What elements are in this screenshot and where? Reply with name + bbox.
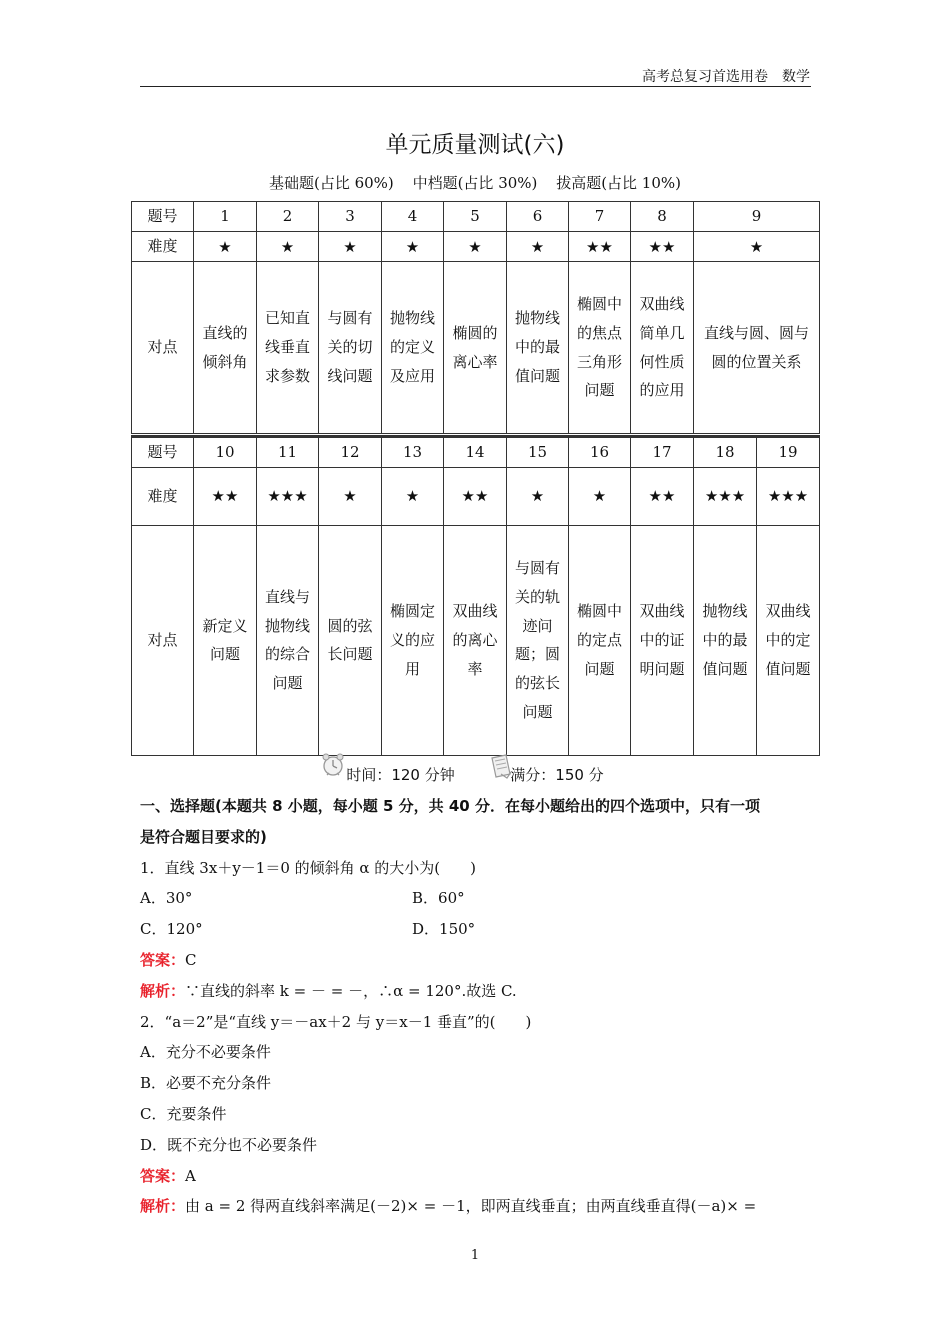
question-number: 4: [382, 202, 444, 232]
table-row: [132, 202, 820, 232]
question-1-options-row1: [140, 883, 812, 914]
difficulty-stars: ★: [257, 232, 319, 262]
topic-cell: 与圆有关的切线问题: [319, 262, 382, 434]
question-number: 7: [569, 202, 631, 232]
difficulty-stars: ★: [319, 232, 382, 262]
topic-cell: 直线的倾斜角: [194, 262, 257, 434]
question-number: 19: [757, 437, 820, 468]
header-text: 高考总复习首选用卷 数学: [642, 69, 810, 85]
subtitle-basic: 基础题(占比 60%): [268, 174, 394, 192]
table-row: [132, 467, 820, 525]
option: B．60°: [412, 889, 465, 908]
difficulty-stars: ★★★: [757, 467, 820, 525]
question-number: 12: [319, 437, 382, 468]
topic-cell: 椭圆中的焦点三角形问题: [569, 262, 631, 434]
question-number: 11: [257, 437, 319, 468]
answer-label: 答案：: [140, 950, 186, 969]
difficulty-stars: ★★★: [694, 467, 757, 525]
table-row: [132, 437, 820, 468]
difficulty-stars: ★: [444, 232, 507, 262]
answer-label: 答案：: [140, 1166, 186, 1185]
topic-cell: 双曲线简单几何性质的应用: [631, 262, 694, 434]
page-title: 单元质量测试(六): [385, 132, 565, 158]
difficulty-stars: ★★: [569, 232, 631, 262]
difficulty-stars: ★: [569, 467, 631, 525]
topic-cell: 与圆有关的轨迹问题；圆的弦长问题: [507, 525, 569, 755]
question-number: 1: [194, 202, 257, 232]
option: C．120°: [140, 920, 203, 939]
option: A．30°: [140, 889, 193, 908]
exam-info: [0, 764, 950, 785]
topic-cell: 圆的弦长问题: [319, 525, 382, 755]
topic-cell: 椭圆的离心率: [444, 262, 507, 434]
row-label-number: 题号: [132, 202, 194, 232]
subtitle: [0, 172, 950, 193]
question-2-stem: 2．“a＝2”是“直线 y＝－ax＋2 与 y＝x－1 垂直”的( ): [140, 1012, 532, 1031]
question-number: 17: [631, 437, 694, 468]
exam-score: 满分：150 分: [510, 766, 604, 784]
row-label-topic: 对点: [132, 525, 194, 755]
difficulty-stars: ★: [694, 232, 820, 262]
difficulty-stars: ★: [194, 232, 257, 262]
section-heading: 一、选择题(本题共 8 小题，每小题 5 分，共 40 分．在每小题给出的四个选项中，只有一项: [140, 797, 760, 815]
question-number: 3: [319, 202, 382, 232]
question-number: 6: [507, 202, 569, 232]
difficulty-stars: ★★: [631, 232, 694, 262]
option: A．充分不必要条件: [140, 1043, 271, 1062]
topic-cell: 已知直线垂直求参数: [257, 262, 319, 434]
section-heading-cont: 是符合题目要求的): [140, 827, 267, 846]
analysis-text: 由 a = 2 得两直线斜率满足(－2)× = －1，即两直线垂直；由两直线垂直得(－a)× =: [185, 1197, 757, 1216]
difficulty-stars: ★: [382, 467, 444, 525]
topic-cell: 抛物线中的最值问题: [694, 525, 757, 755]
topic-cell: 双曲线中的证明问题: [631, 525, 694, 755]
row-label-difficulty: 难度: [132, 467, 194, 525]
table-row: [132, 232, 820, 262]
topic-cell: 椭圆中的定点问题: [569, 525, 631, 755]
difficulty-stars: ★★: [194, 467, 257, 525]
difficulty-stars: ★★★: [257, 467, 319, 525]
difficulty-stars: ★: [319, 467, 382, 525]
question-number: 5: [444, 202, 507, 232]
topic-cell: 椭圆定义的应用: [382, 525, 444, 755]
row-label-difficulty: 难度: [132, 232, 194, 262]
topic-cell: 抛物线中的最值问题: [507, 262, 569, 434]
question-number: 10: [194, 437, 257, 468]
topic-cell: 新定义问题: [194, 525, 257, 755]
topic-cell: 抛物线的定义及应用: [382, 262, 444, 434]
analysis-label: 解析：: [140, 981, 186, 1000]
option: B．必要不充分条件: [140, 1074, 272, 1093]
question-number: 14: [444, 437, 507, 468]
question-number: 18: [694, 437, 757, 468]
row-label-topic: 对点: [132, 262, 194, 434]
answer-value: A: [185, 1166, 196, 1185]
topic-cell: 直线与抛物线的综合问题: [257, 525, 319, 755]
question-2-analysis: [140, 1191, 812, 1222]
option: C．充要条件: [140, 1104, 227, 1123]
page-number: 1: [470, 1248, 480, 1263]
table-row: [132, 262, 820, 434]
question-number: 9: [694, 202, 820, 232]
answer-value: C: [185, 950, 197, 969]
header-rule: [140, 86, 811, 87]
topic-cell: 双曲线的离心率: [444, 525, 507, 755]
difficulty-stars: ★: [382, 232, 444, 262]
question-number: 16: [569, 437, 631, 468]
row-label-number: 题号: [132, 437, 194, 468]
exam-time: 时间：120 分钟: [346, 766, 455, 784]
question-1-stem: 1．直线 3x＋y－1＝0 的倾斜角 α 的大小为( ): [140, 858, 477, 877]
analysis-label: 解析：: [140, 1197, 186, 1216]
subtitle-medium: 中档题(占比 30%): [412, 174, 538, 192]
difficulty-table-2: [131, 435, 820, 756]
topic-cell: 直线与圆、圆与圆的位置关系: [694, 262, 820, 434]
question-number: 13: [382, 437, 444, 468]
question-2-answer: [140, 1161, 812, 1192]
question-number: 8: [631, 202, 694, 232]
subtitle-hard: 拔高题(占比 10%): [556, 174, 682, 192]
analysis-text: ∵直线的斜率 k = － = －，∴α = 120°.故选 C.: [185, 981, 517, 1000]
topic-cell: 双曲线中的定值问题: [757, 525, 820, 755]
question-1-analysis: [140, 976, 812, 1007]
question-content: [140, 791, 812, 1222]
option: D．150°: [412, 920, 476, 939]
difficulty-table-1: [131, 201, 820, 434]
difficulty-stars: ★★: [444, 467, 507, 525]
option: D．既不充分也不必要条件: [140, 1135, 318, 1154]
question-number: 15: [507, 437, 569, 468]
question-1-answer: [140, 945, 812, 976]
question-1-options-row2: [140, 914, 812, 945]
difficulty-stars: ★: [507, 232, 569, 262]
table-row: [132, 525, 820, 755]
question-number: 2: [257, 202, 319, 232]
difficulty-stars: ★: [507, 467, 569, 525]
difficulty-stars: ★★: [631, 467, 694, 525]
